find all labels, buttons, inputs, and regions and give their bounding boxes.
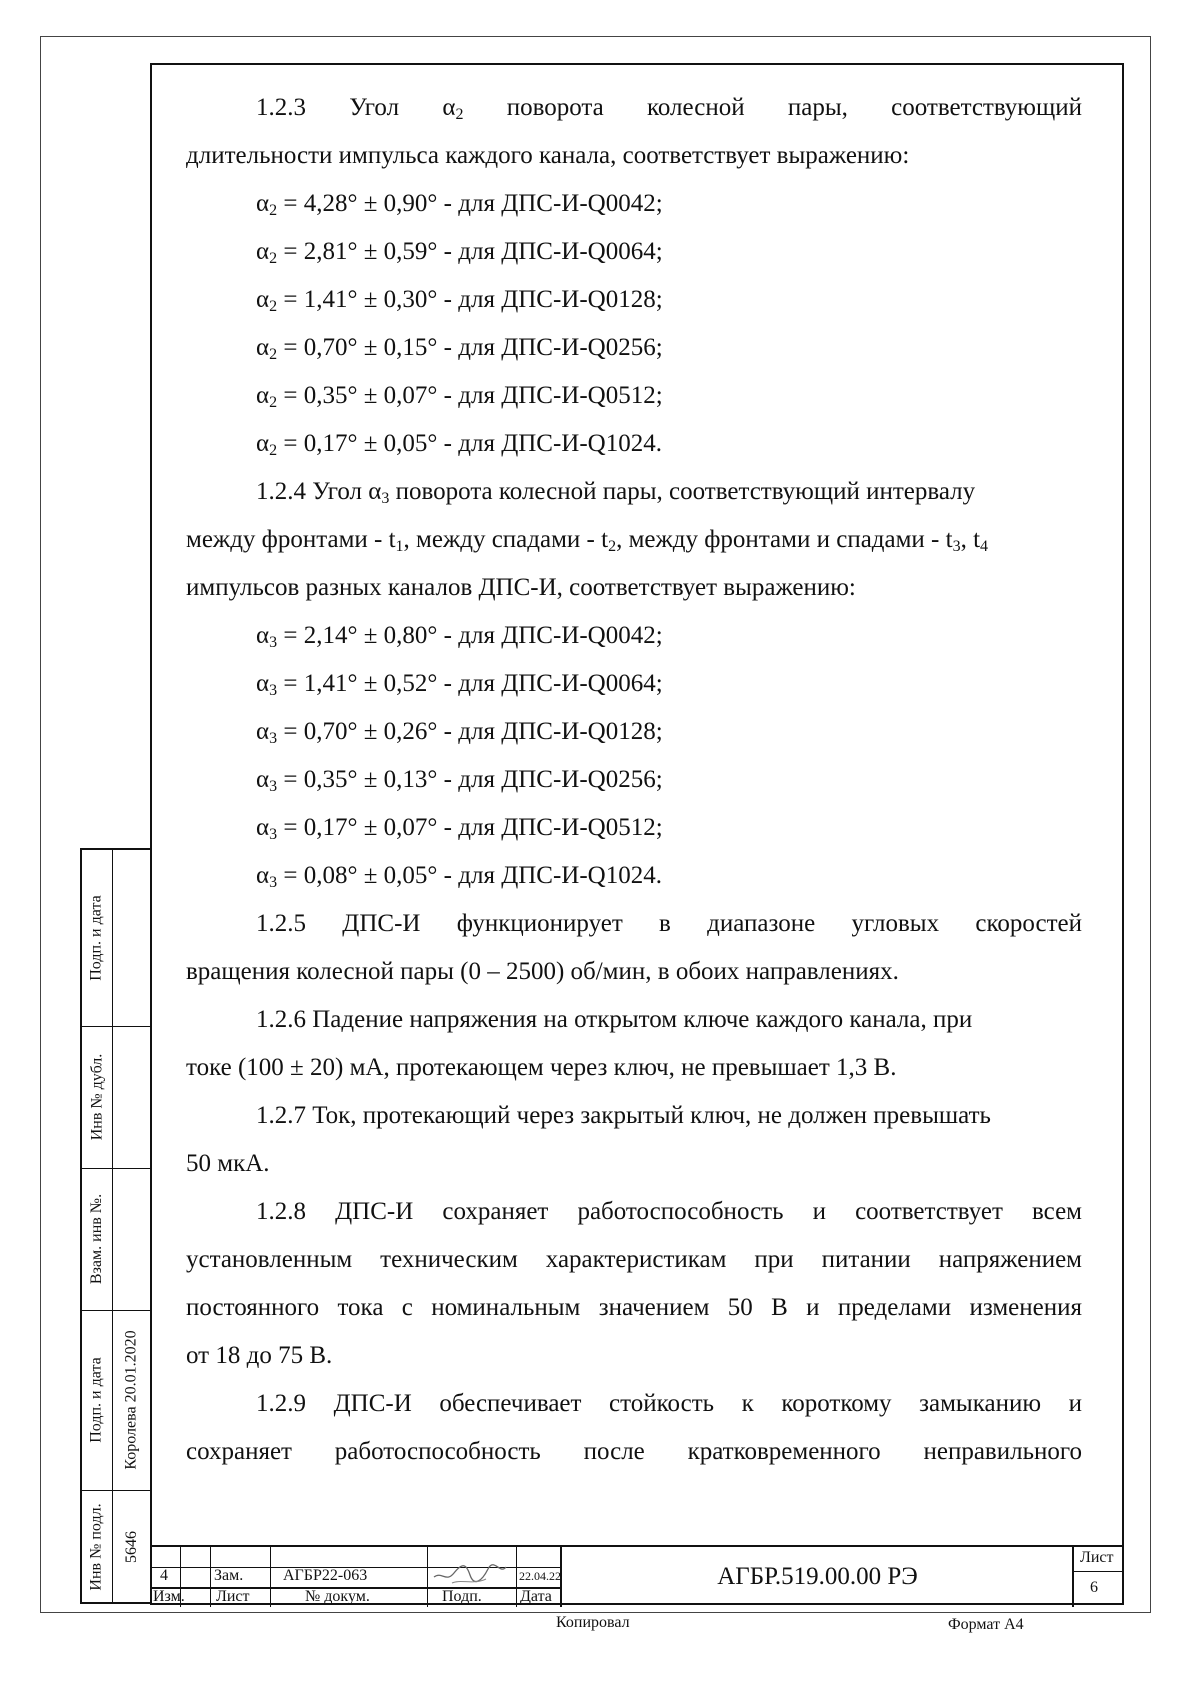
alpha2-formula: $\alpha_2 = 1,41^\circ \pm 0,30^\circ$ - для ДПС-И-Q0128;: [256, 286, 663, 315]
title-block: [150, 1545, 1124, 1607]
alpha3-formula: $\alpha_3 = 1,41^\circ \pm 0,52^\circ$ - для ДПС-И-Q0064;: [256, 670, 663, 699]
signature-image: [430, 1555, 510, 1587]
paragraph-1-2-6-line-2: токе (100 ± 20) мА, протекающем через ключ, не превышает 1,3 В.: [186, 1054, 897, 1081]
change-type: Зам.: [214, 1567, 244, 1584]
paragraph-1-2-5-line-1: 1.2.5 ДПС-И функционирует в диапазоне угловых скоростей: [256, 910, 1082, 937]
alpha2-formula: $\alpha_2 = 0,17^\circ \pm 0,05^\circ$ - для ДПС-И-Q1024.: [256, 430, 662, 459]
side-inv-number: 5646: [123, 1531, 140, 1563]
paragraph-1-2-6-line-1: 1.2.6 Падение напряжения на открытом ключе каждого канала, при: [256, 1006, 973, 1033]
alpha3-formula: $\alpha_3 = 0,17^\circ \pm 0,07^\circ$ - для ДПС-И-Q0512;: [256, 814, 663, 843]
header-sign: Подп.: [442, 1588, 482, 1605]
format-label: Формат А4: [948, 1616, 1024, 1633]
side-label-sign-date-2: Подп. и дата: [88, 1357, 106, 1443]
paragraph-1-2-8-line-4: от 18 до 75 В.: [186, 1342, 333, 1369]
change-date: 22.04.22: [519, 1569, 561, 1583]
paragraph-1-2-4-line-3: импульсов разных каналов ДПС-И, соответствует выражению:: [186, 574, 856, 601]
sheet-number: 6: [1090, 1579, 1098, 1596]
paragraph-1-2-4-line-1: 1.2.4 Угол $\alpha_3$ поворота колесной пары, соответствующий интервалу: [256, 478, 976, 507]
paragraph-1-2-3-line-2: длительности импульса каждого канала, соответствует выражению:: [186, 142, 910, 169]
paragraph-1-2-5-line-2: вращения колесной пары (0 – 2500) об/мин, в обоих направлениях.: [186, 958, 899, 985]
alpha2-formula: $\alpha_2 = 2,81^\circ \pm 0,59^\circ$ - для ДПС-И-Q0064;: [256, 238, 663, 267]
paragraph-1-2-3-line-1: 1.2.3 Угол $\alpha_2$ поворота колесной пары, соответствующий: [256, 94, 1082, 123]
paragraph-1-2-9-line-2: сохраняет работоспособность после кратковременного неправильного: [186, 1438, 1082, 1465]
copied-label: Копировал: [556, 1614, 630, 1631]
paragraph-1-2-8-line-3: постоянного тока с номинальным значением 50 В и пределами изменения: [186, 1294, 1082, 1321]
sheet-label: Лист: [1080, 1549, 1114, 1566]
alpha3-formula: $\alpha_3 = 0,35^\circ \pm 0,13^\circ$ - для ДПС-И-Q0256;: [256, 766, 663, 795]
paragraph-1-2-8-line-2: установленным техническим характеристикам при питании напряжением: [186, 1246, 1082, 1273]
alpha3-formula: $\alpha_3 = 0,70^\circ \pm 0,26^\circ$ - для ДПС-И-Q0128;: [256, 718, 663, 747]
side-label-replace-inv: Взам. инв №.: [88, 1193, 106, 1285]
paragraph-1-2-7-line-2: 50 мкА.: [186, 1150, 270, 1177]
header-date: Дата: [520, 1588, 552, 1605]
alpha3-formula: $\alpha_3 = 2,14^\circ \pm 0,80^\circ$ - для ДПС-И-Q0042;: [256, 622, 663, 651]
header-izm: Изм.: [153, 1588, 185, 1605]
header-doc-no: № докум.: [305, 1588, 370, 1605]
document-body: [186, 84, 1082, 1476]
alpha2-formula: $\alpha_2 = 0,35^\circ \pm 0,07^\circ$ - для ДПС-И-Q0512;: [256, 382, 663, 411]
alpha3-formula: $\alpha_3 = 0,08^\circ \pm 0,05^\circ$ - для ДПС-И-Q1024.: [256, 862, 662, 891]
header-list: Лист: [216, 1588, 250, 1605]
side-label-orig-inv: Инв № подл.: [88, 1503, 106, 1591]
paragraph-1-2-7-line-1: 1.2.7 Ток, протекающий через закрытый ключ, не должен превышать: [256, 1102, 991, 1129]
side-label-sign-date: Подп. и дата: [88, 895, 106, 981]
change-doc-number: АГБР22-063: [283, 1567, 368, 1584]
alpha2-formula: $\alpha_2 = 0,70^\circ \pm 0,15^\circ$ - для ДПС-И-Q0256;: [256, 334, 663, 363]
change-number: 4: [160, 1567, 168, 1584]
document-code: АГБР.519.00.00 РЭ: [717, 1563, 918, 1590]
paragraph-1-2-4-line-2: между фронтами - $t_1$, между спадами - $t_2$, между фронтами и спадами - $t_3$, $t_4$: [186, 526, 989, 555]
alpha2-formula: $\alpha_2 = 4,28^\circ \pm 0,90^\circ$ - для ДПС-И-Q0042;: [256, 190, 663, 219]
side-stamp: [80, 848, 152, 1604]
side-label-dup-inv: Инв № дубл.: [88, 1053, 105, 1141]
paragraph-1-2-8-line-1: 1.2.8 ДПС-И сохраняет работоспособность и соответствует всем: [256, 1198, 1082, 1225]
side-sign-date-value: Королева 20.01.2020: [123, 1330, 141, 1470]
paragraph-1-2-9-line-1: 1.2.9 ДПС-И обеспечивает стойкость к короткому замыканию и: [256, 1390, 1082, 1417]
